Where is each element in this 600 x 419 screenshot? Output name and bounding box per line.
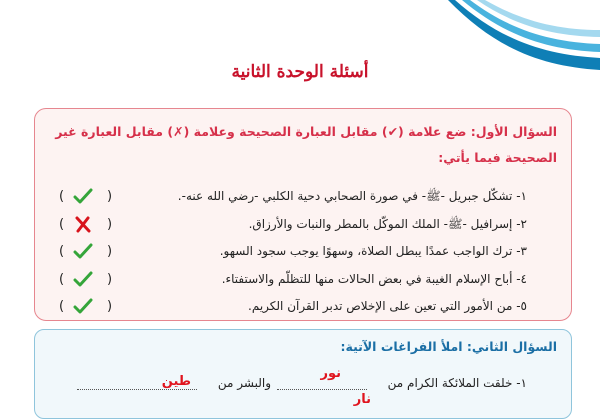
blank-line bbox=[277, 389, 367, 390]
question1-box bbox=[34, 108, 572, 321]
answer-slot bbox=[57, 211, 117, 239]
paren-open: ( bbox=[59, 216, 65, 232]
blank-line bbox=[77, 389, 197, 390]
blank-answer: طين bbox=[161, 374, 191, 389]
cross-mark-icon bbox=[73, 216, 93, 233]
answer-slot bbox=[57, 183, 117, 211]
paren-close: ) bbox=[107, 216, 113, 232]
fill-blank-row bbox=[57, 366, 527, 396]
paren-open: ( bbox=[59, 189, 65, 204]
list-item bbox=[57, 266, 527, 294]
check-mark-icon bbox=[73, 188, 93, 205]
paren-close: ) bbox=[107, 244, 113, 259]
answer-slot bbox=[57, 266, 117, 294]
check-mark-icon bbox=[73, 298, 93, 315]
answer-slot bbox=[57, 293, 117, 321]
blank-answer: نور bbox=[320, 366, 341, 381]
check-mark-icon bbox=[73, 243, 93, 260]
paren-open: ( bbox=[59, 244, 65, 259]
question2-instruction: السؤال الثاني: املأ الفراغات الآتية: bbox=[340, 339, 557, 354]
list-item bbox=[57, 211, 527, 239]
paren-open: ( bbox=[59, 299, 65, 314]
unit-title: أسئلة الوحدة الثانية bbox=[231, 62, 369, 82]
paren-close: ) bbox=[107, 299, 113, 314]
paren-close: ) bbox=[107, 271, 113, 287]
answer-slot bbox=[57, 238, 117, 266]
blank-answer: نار bbox=[353, 392, 371, 407]
list-item bbox=[57, 183, 527, 211]
item-text: ٤- أباح الإسلام الغيبة في بعض الحالات منها للتظلّم والاستفتاء. bbox=[221, 271, 527, 286]
list-item bbox=[57, 238, 527, 266]
fill-row-text: ١- خلقت الملائكة الكرام من bbox=[387, 376, 527, 390]
check-mark-icon bbox=[73, 271, 93, 288]
item-text: ٢- إسرافيل -ﷺ- الملك الموكّل بالمطر والنبات والأرزاق. bbox=[248, 216, 527, 231]
corner-swoosh-decoration bbox=[0, 0, 600, 110]
item-text: ١- تشكّل جبريل -ﷺ- في صورة الصحابي دحية الكلبي -رضي الله عنه-. bbox=[177, 189, 527, 203]
paren-open: ( bbox=[59, 271, 65, 287]
item-text: ٥- من الأمور التي تعين على الإخلاص تدبر القرآن الكريم. bbox=[248, 299, 527, 313]
paren-close: ) bbox=[107, 189, 113, 204]
question1-instruction: السؤال الأول: ضع علامة (✔) مقابل العبارة الصحيحة وعلامة (✗) مقابل العبارة غير الصحيحة فيما يأتي: bbox=[55, 124, 557, 165]
fill-row-text: والبشر من bbox=[217, 376, 271, 390]
item-text: ٣- ترك الواجب عمدًا يبطل الصلاة، وسهوًا يوجب سجود السهو. bbox=[219, 244, 527, 258]
list-item bbox=[57, 293, 527, 321]
question2-box bbox=[34, 329, 572, 419]
question1-items bbox=[57, 183, 527, 321]
